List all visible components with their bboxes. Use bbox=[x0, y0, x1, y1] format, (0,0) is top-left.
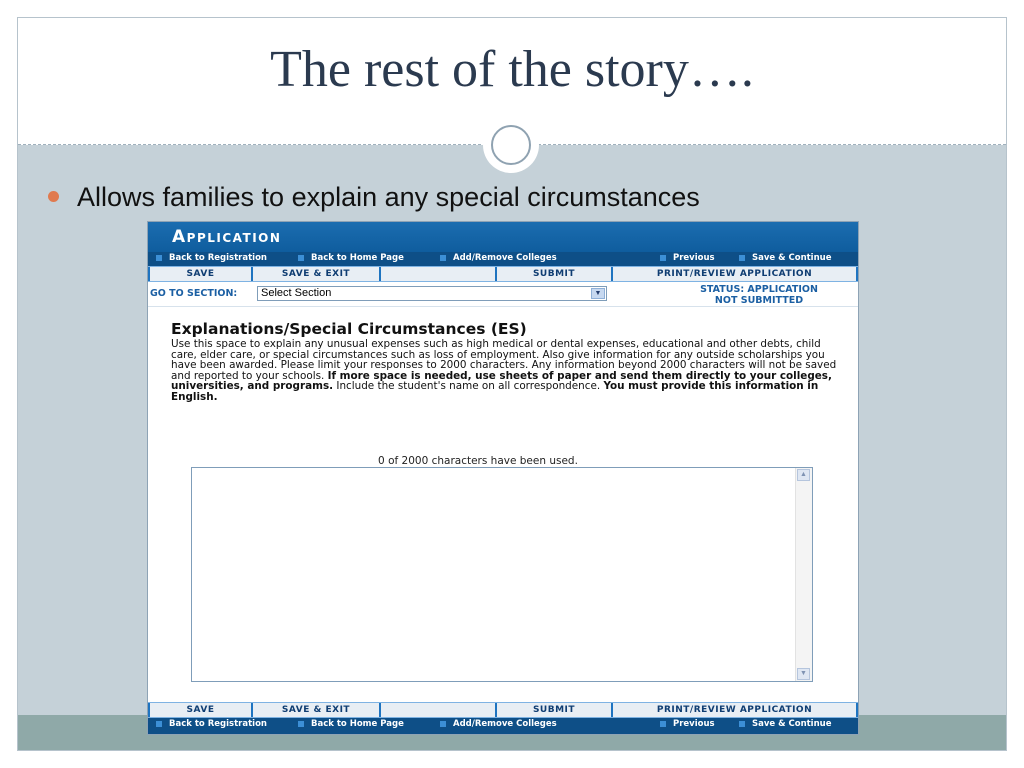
square-bullet-icon bbox=[660, 255, 666, 261]
scroll-down-icon[interactable]: ▼ bbox=[797, 668, 810, 680]
save-button[interactable]: SAVE bbox=[150, 267, 253, 281]
submit-button[interactable]: SUBMIT bbox=[497, 703, 613, 717]
top-button-bar bbox=[148, 266, 858, 282]
square-bullet-icon bbox=[739, 255, 745, 261]
section-select[interactable] bbox=[257, 286, 607, 301]
app-header bbox=[148, 222, 858, 252]
instructions-text: Use this space to explain any unusual expenses such as high medical or dental expenses, educational and other debts, child care, elder care, or special circumstances such as loss of employment. Also give information for any outside scholarships you have been awarded. Please limit your responses to 2000 characters. Any information beyond 2000 characters will not be saved and reported to your schools. If more space is needed, use sheets of paper and send them directly to your colleges, universities, and programs. Include the student's name on all correspondence. You must provide this information in English. bbox=[171, 338, 837, 403]
scroll-up-icon[interactable]: ▲ bbox=[797, 469, 810, 481]
save-button[interactable]: SAVE bbox=[150, 703, 253, 717]
nav-previous[interactable]: Previous bbox=[660, 719, 715, 729]
nav-back-to-home-page[interactable]: Back to Home Page bbox=[298, 719, 404, 729]
goto-section-label: GO TO SECTION: bbox=[150, 288, 238, 299]
square-bullet-icon bbox=[739, 721, 745, 727]
explanation-textarea[interactable] bbox=[191, 467, 813, 682]
button-spacer bbox=[381, 267, 497, 281]
circle-ornament-icon bbox=[483, 117, 539, 173]
bottom-bars bbox=[148, 702, 859, 732]
nav-add-remove-colleges[interactable]: Add/Remove Colleges bbox=[440, 253, 557, 263]
bullet-dot-icon bbox=[48, 191, 59, 202]
nav-previous[interactable]: Previous bbox=[660, 253, 715, 263]
top-nav-bar bbox=[148, 252, 858, 266]
nav-back-to-registration[interactable]: Back to Registration bbox=[156, 253, 267, 263]
nav-save-and-continue[interactable]: Save & Continue bbox=[739, 253, 831, 263]
bullet-text: Allows families to explain any special circumstances bbox=[77, 182, 700, 212]
application-window bbox=[147, 221, 859, 735]
chevron-down-icon[interactable]: ▼ bbox=[591, 288, 605, 299]
section-row bbox=[148, 282, 858, 307]
bottom-button-bar bbox=[148, 702, 859, 718]
application-status: STATUS: APPLICATION NOT SUBMITTED bbox=[700, 284, 818, 306]
submit-button[interactable]: SUBMIT bbox=[497, 267, 613, 281]
section-heading: Explanations/Special Circumstances (ES) bbox=[171, 320, 527, 338]
square-bullet-icon bbox=[156, 721, 162, 727]
save-exit-button[interactable]: SAVE & EXIT bbox=[253, 703, 381, 717]
nav-back-to-home-page[interactable]: Back to Home Page bbox=[298, 253, 404, 263]
square-bullet-icon bbox=[440, 255, 446, 261]
square-bullet-icon bbox=[298, 255, 304, 261]
character-counter: 0 of 2000 characters have been used. bbox=[378, 455, 578, 467]
bullet-item bbox=[48, 182, 700, 213]
section-select-value: Select Section bbox=[261, 287, 332, 299]
square-bullet-icon bbox=[156, 255, 162, 261]
footer-fill bbox=[148, 730, 859, 735]
button-spacer bbox=[381, 703, 497, 717]
square-bullet-icon bbox=[298, 721, 304, 727]
nav-back-to-registration[interactable]: Back to Registration bbox=[156, 719, 267, 729]
nav-add-remove-colleges[interactable]: Add/Remove Colleges bbox=[440, 719, 557, 729]
save-exit-button[interactable]: SAVE & EXIT bbox=[253, 267, 381, 281]
square-bullet-icon bbox=[440, 721, 446, 727]
slide-frame bbox=[17, 17, 1007, 751]
square-bullet-icon bbox=[660, 721, 666, 727]
slide-title: The rest of the story…. bbox=[270, 41, 754, 98]
textarea-scrollbar[interactable] bbox=[795, 468, 812, 681]
print-review-button[interactable]: PRINT/REVIEW APPLICATION bbox=[613, 703, 858, 717]
app-title: Application bbox=[172, 227, 282, 247]
nav-save-and-continue[interactable]: Save & Continue bbox=[739, 719, 831, 729]
print-review-button[interactable]: PRINT/REVIEW APPLICATION bbox=[613, 267, 858, 281]
